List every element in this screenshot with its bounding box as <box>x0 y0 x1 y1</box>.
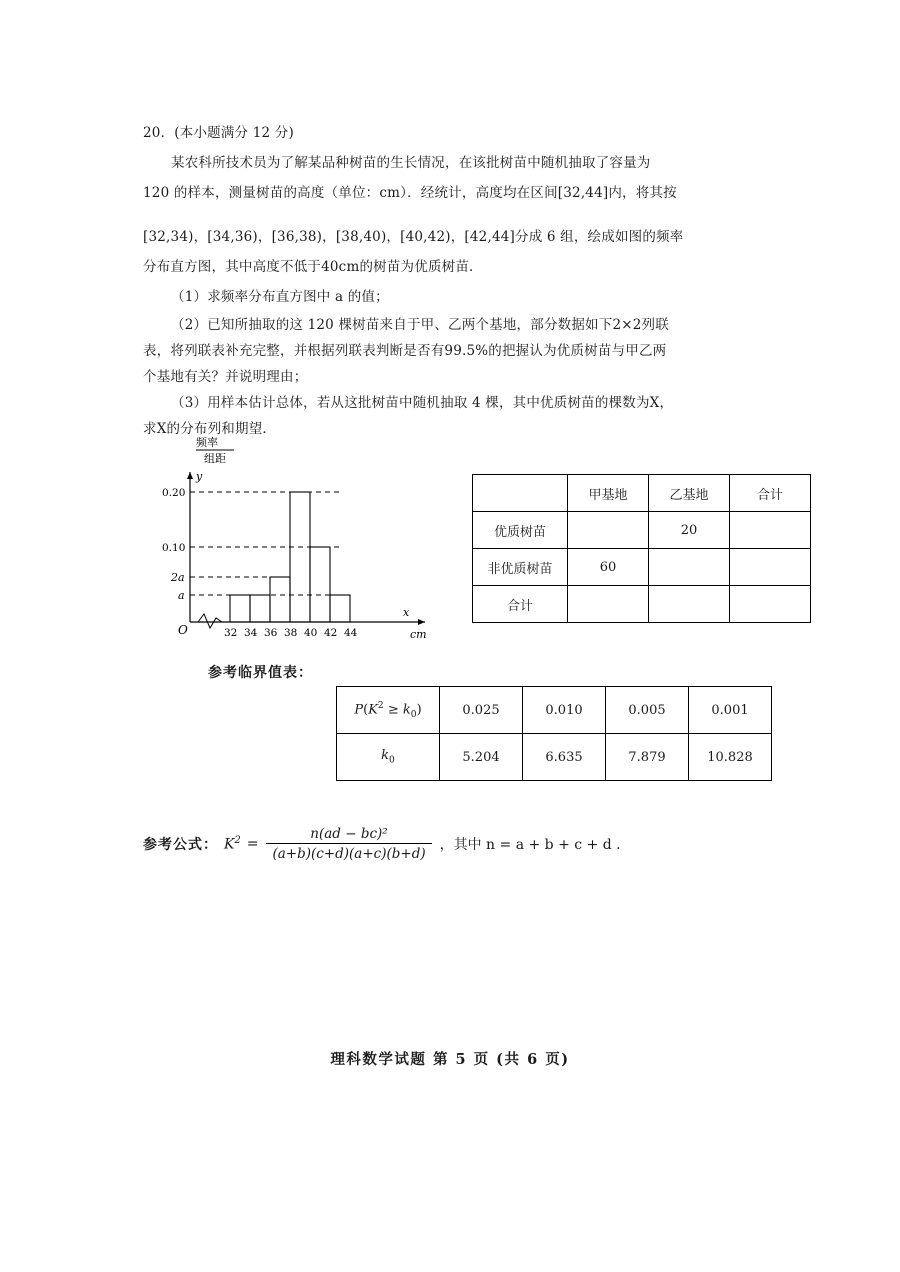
cell-nonpremium-total <box>730 549 811 586</box>
histogram-svg <box>160 432 460 647</box>
col-header-yi: 乙基地 <box>649 475 730 512</box>
p-value-3: 0.001 <box>689 687 772 734</box>
y-tick-2a: 2a <box>171 571 185 584</box>
problem-question-1: （1）求频率分布直方图中 a 的值； <box>171 289 389 305</box>
cell-total-yi <box>649 586 730 623</box>
cell-premium-jia <box>568 512 649 549</box>
x-tick-44: 44 <box>344 627 358 639</box>
problem-question-2c: 个基地有关？并说明理由； <box>143 369 308 385</box>
table-row <box>473 512 811 549</box>
formula-lhs: $K^2$ <box>224 835 241 853</box>
cell-nonpremium-yi <box>649 549 730 586</box>
contingency-table <box>472 474 811 623</box>
table-row <box>337 734 772 781</box>
table-row <box>337 687 772 734</box>
bar-32-34 <box>230 595 250 622</box>
formula-title: 参考公式： <box>143 837 218 853</box>
x-tick-40: 40 <box>304 627 318 639</box>
y-tick-a: a <box>178 589 185 602</box>
y-axis-label-top: 频率 <box>196 436 218 449</box>
table-row <box>473 586 811 623</box>
cell-total-total <box>730 586 811 623</box>
bar-34-36 <box>250 595 270 622</box>
cell-premium-total <box>730 512 811 549</box>
p-value-2: 0.005 <box>606 687 689 734</box>
bar-36-38 <box>270 577 290 622</box>
frequency-histogram <box>160 432 460 647</box>
problem-para-1a: 某农科所技术员为了解某品种树苗的生长情况，在该批树苗中随机抽取了容量为 <box>171 155 651 171</box>
problem-text-block <box>143 118 763 442</box>
y-tick-0.20: 0.20 <box>162 487 186 499</box>
problem-question-2a: （2）已知所抽取的这 120 棵树苗来自于甲、乙两个基地，部分数据如下2×2列联 <box>171 317 669 333</box>
problem-number: 20．(本小题满分 12 分) <box>143 125 294 141</box>
row-label-premium: 优质树苗 <box>473 512 568 549</box>
row-label-total: 合计 <box>473 586 568 623</box>
page-footer: 理科数学试题 第 5 页 (共 6 页) <box>330 1051 570 1068</box>
reference-formula <box>143 826 630 862</box>
problem-para-1b: 120 的样本，测量树苗的高度（单位：cm）．经统计，高度均在区间[32,44]内，将其按 <box>143 185 677 201</box>
table-row-header <box>473 475 811 512</box>
formula-equals: = <box>246 836 259 852</box>
k-value-2: 7.879 <box>606 734 689 781</box>
problem-para-1d: 分布直方图，其中高度不低于40cm的树苗为优质树苗． <box>143 259 483 275</box>
p-value-1: 0.010 <box>523 687 606 734</box>
row-head-k0: $k_0$ <box>337 734 440 781</box>
x-tick-32: 32 <box>224 627 238 639</box>
bar-42-44 <box>330 595 350 622</box>
y-axis-symbol: y <box>196 470 203 483</box>
formula-numerator: n(ad − bc)² <box>310 826 388 842</box>
formula-suffix: ，其中 n = a + b + c + d ． <box>439 837 631 853</box>
problem-question-3a: （3）用样本估计总体，若从这批树苗中随机抽取 4 棵，其中优质树苗的棵数为X， <box>171 395 674 411</box>
critical-table-title: 参考临界值表： <box>208 665 313 681</box>
problem-para-1c: [32,34)，[34,36)，[36,38)，[38,40)，[40,42)，[42,44]分成 6 组，绘成如图的频率 <box>143 229 684 245</box>
x-tick-42: 42 <box>324 627 338 639</box>
k-value-0: 5.204 <box>440 734 523 781</box>
k-value-1: 6.635 <box>523 734 606 781</box>
bar-40-42 <box>310 547 330 622</box>
cell-premium-yi: 20 <box>649 512 730 549</box>
bar-38-40 <box>290 492 310 622</box>
origin-label: O <box>178 623 188 637</box>
problem-question-3b: 求X的分布列和期望． <box>143 421 277 437</box>
cell-corner <box>473 475 568 512</box>
table-row <box>473 549 811 586</box>
row-head-probability: $P(K^2 \ge k_0)$ <box>337 687 440 734</box>
critical-value-table <box>336 686 772 781</box>
x-axis-symbol: x <box>403 606 410 619</box>
formula-fraction <box>266 826 431 862</box>
cell-nonpremium-jia: 60 <box>568 549 649 586</box>
col-header-total: 合计 <box>730 475 811 512</box>
row-label-nonpremium: 非优质树苗 <box>473 549 568 586</box>
y-tick-0.10: 0.10 <box>162 542 186 554</box>
col-header-jia: 甲基地 <box>568 475 649 512</box>
x-tick-34: 34 <box>244 627 258 639</box>
k-value-3: 10.828 <box>689 734 772 781</box>
x-tick-36: 36 <box>264 627 278 639</box>
y-axis-label-bottom: 组距 <box>204 452 226 465</box>
x-tick-38: 38 <box>284 627 298 639</box>
x-axis-unit: cm <box>410 628 427 641</box>
formula-denominator: (a+b)(c+d)(a+c)(b+d) <box>266 843 431 862</box>
p-value-0: 0.025 <box>440 687 523 734</box>
problem-question-2b: 表，将列联表补充完整，并根据列联表判断是否有99.5%的把握认为优质树苗与甲乙两 <box>143 343 667 359</box>
cell-total-jia <box>568 586 649 623</box>
